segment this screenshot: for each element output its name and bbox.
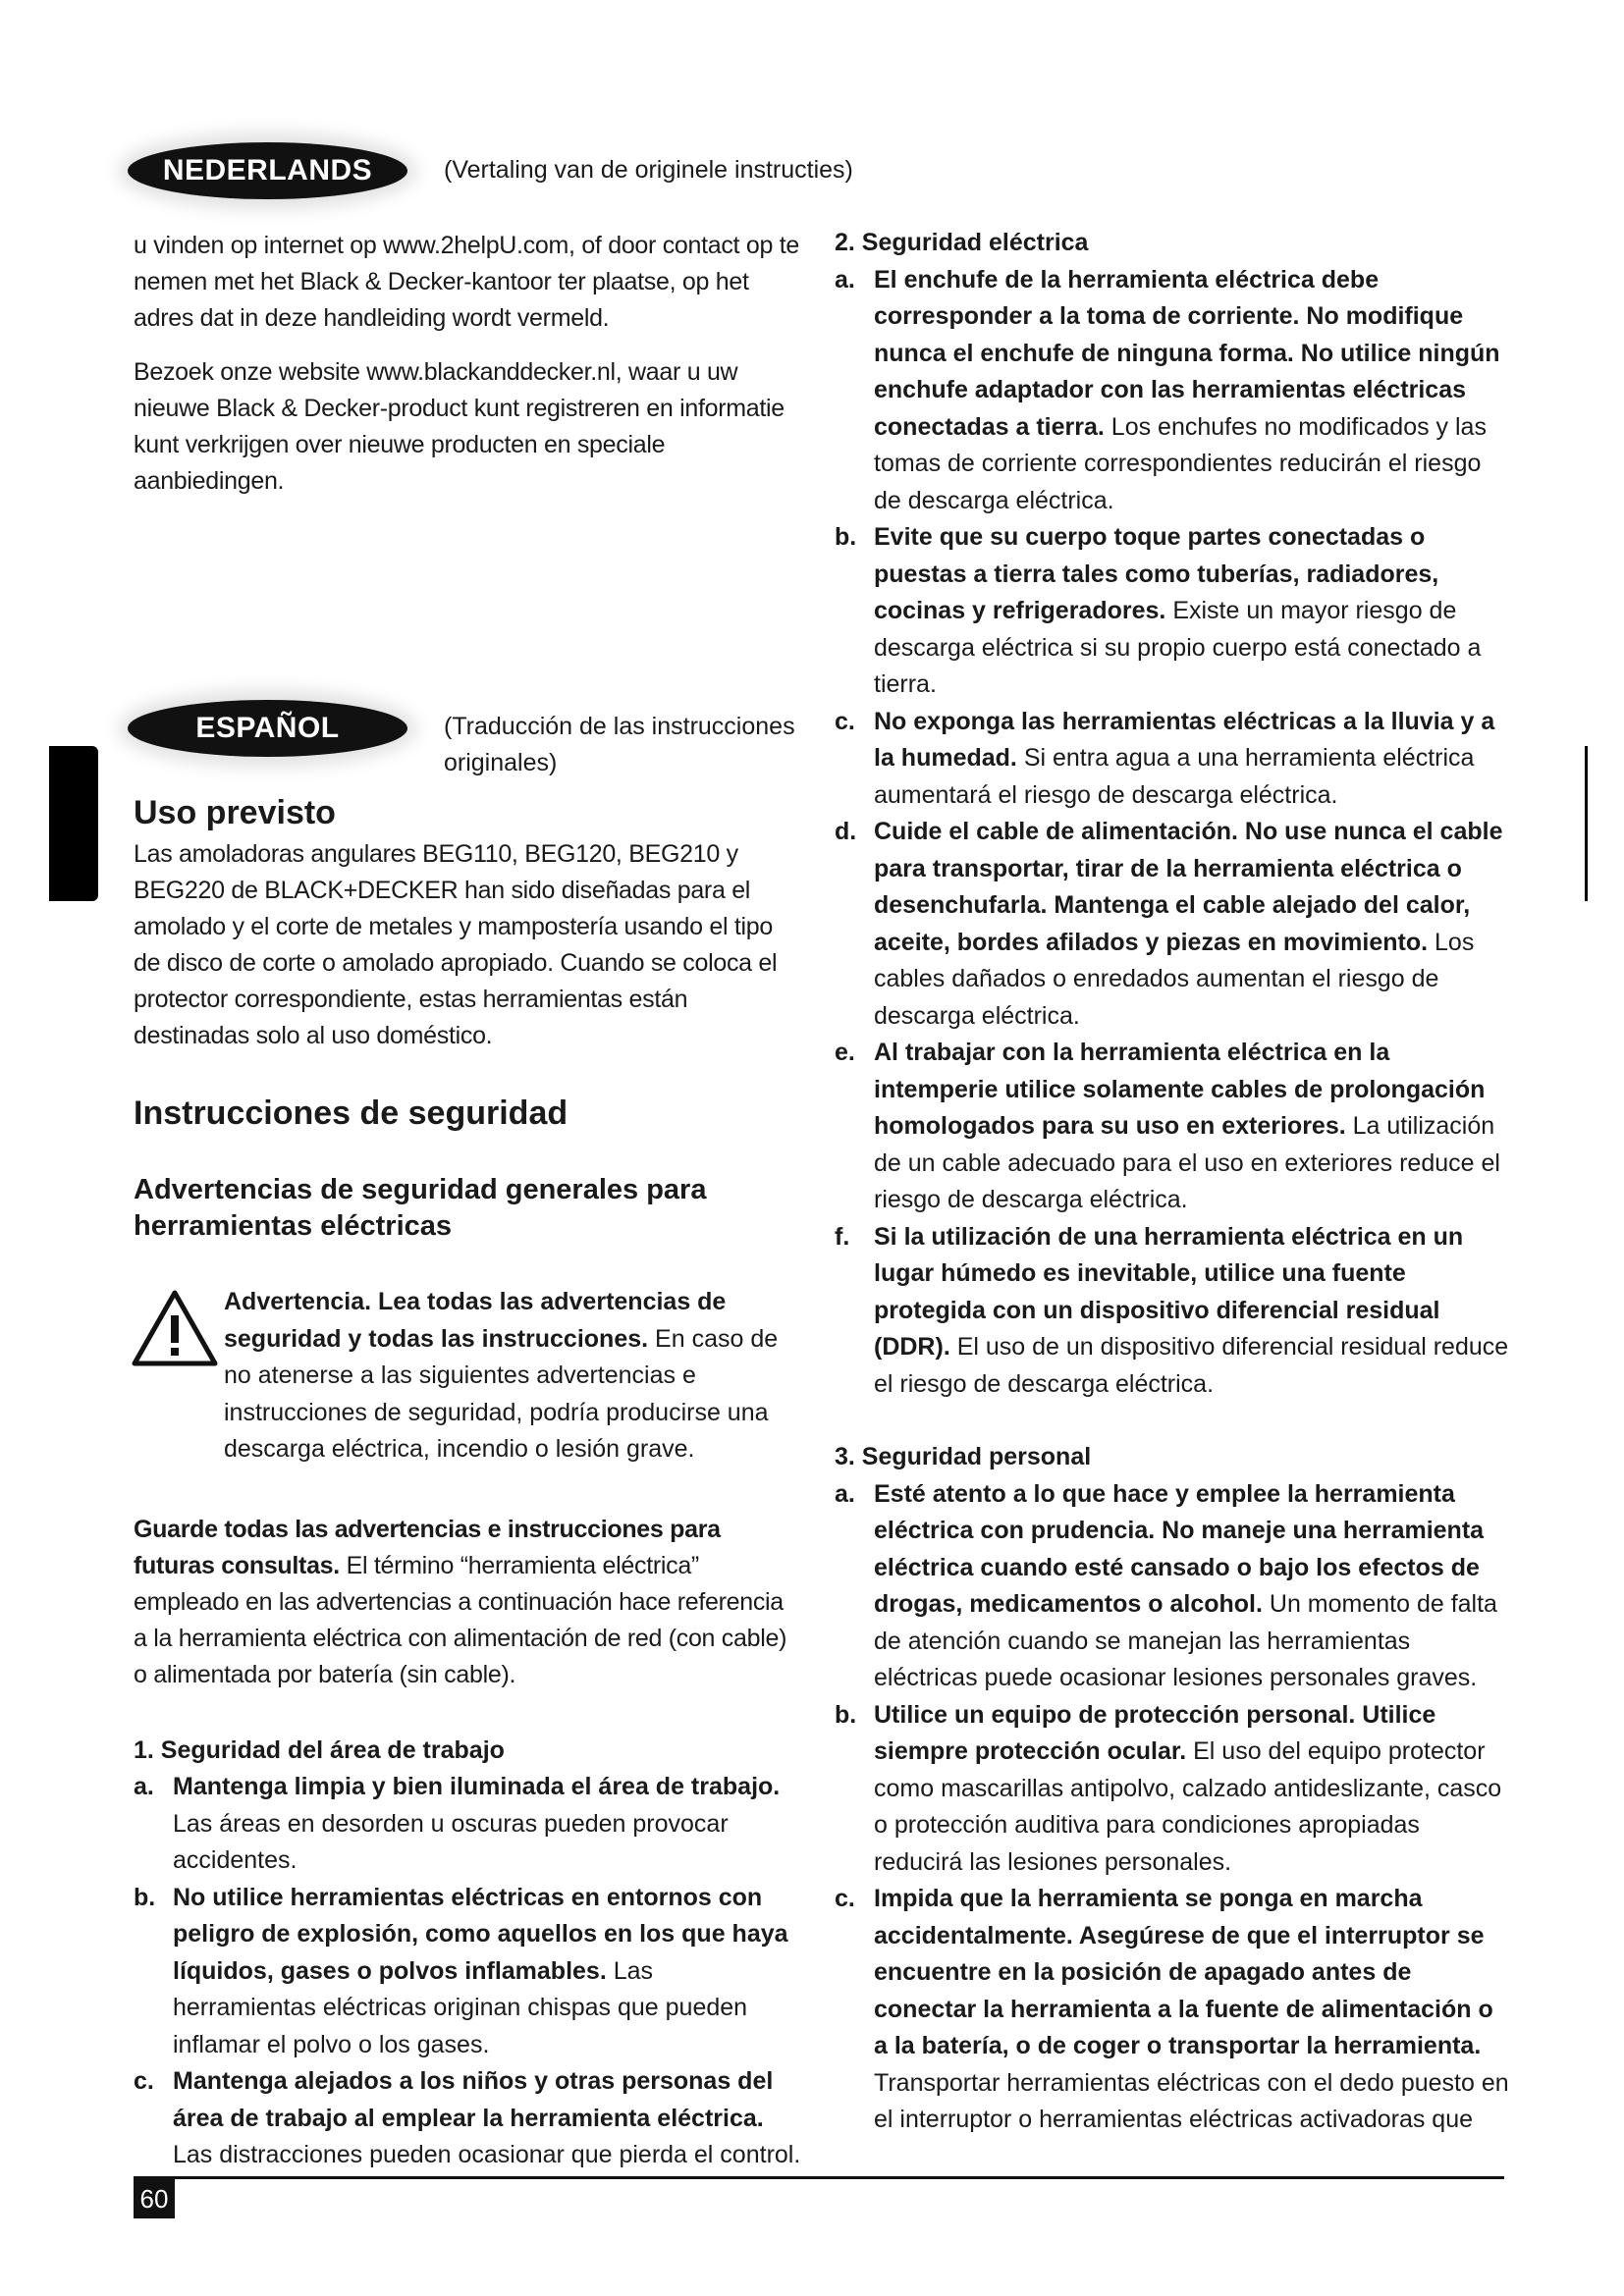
language-label: NEDERLANDS [162,154,373,187]
nl-paragraph: u vinden op internet op www.2helpU.com, of door contact op te nemen met het Black & Decker-kantoor ter plaatse, op het adres dat in deze handleiding wordt vermeld. [134,232,799,332]
list-marker: c. [835,707,855,735]
list-s1 [134,1769,801,2174]
list-item [835,519,1512,704]
translation-note: (Vertaling van de originele instructies) [444,156,853,184]
warning-block [134,1284,801,1468]
item-text: Si entra agua a una herramienta eléctrica aumentará el riesgo de descarga eléctrica. [874,744,1475,809]
language-label: ESPAÑOL [195,712,340,744]
list-item [835,1476,1512,1697]
list-marker: d. [835,818,857,845]
item-bold: Si la utilización de una herramienta eléctrica en un lugar húmedo es inevitable, utilice una fuente protegida con un dispositivo diferencial residual (DDR). [874,1222,1464,1361]
list-item [134,1880,801,2064]
item-text: El uso del equipo protector como mascarillas antipolvo, calzado antideslizante, casco o protección auditiva para condiciones apropiadas reducirá las lesiones personales. [874,1737,1502,1876]
list-marker: a. [134,1773,154,1800]
item-text: El uso de un dispositivo diferencial residual reduce el riesgo de descarga eléctrica. [874,1333,1509,1398]
list-item [835,1881,1512,2139]
item-bold: Mantenga limpia y bien iluminada el área de trabajo. [173,1773,781,1800]
item-text: Las herramientas eléctricas originan chispas que pueden inflamar el polvo o los gases. [173,1956,748,2058]
uso-paragraph: Las amoladoras angulares BEG110, BEG120, BEG210 y BEG220 de BLACK+DECKER han sido diseñadas para el amolado y el corte de metales y mampostería usando el tipo de disco de corte o amolado apropiado. Cuando se coloca el protector correspondiente, estas herramientas están destinadas solo al uso doméstico. [134,840,778,1049]
item-bold: Esté atento a lo que hace y emplee la herramienta eléctrica con prudencia. No maneje una herramienta eléctrica cuando esté cansado o bajo los efectos de drogas, medicamentos o alcohol. [874,1479,1485,1618]
item-bold: No utilice herramientas eléctricas en entornos con peligro de explosión, como aquellos en los que haya líquidos, gases o polvos inflamables. [173,1883,788,1985]
language-badge-nl [128,142,407,199]
language-badge-es [128,700,407,757]
list-item [134,1769,801,1880]
list-marker: a. [835,265,855,294]
item-text: La utilización de un cable adecuado para el uso en exteriores reduce el riesgo de descarga eléctrica. [874,1112,1500,1213]
footer-rule [134,2176,1504,2179]
nl-paragraph: Bezoek onze website www.blackanddecker.nl, waar u uw nieuwe Black & Decker-product kunt registreren en informatie kunt verkrijgen over nieuwe producten en speciale aanbiedingen. [134,358,785,495]
section-heading-2: 2. Seguridad eléctrica [835,229,1089,256]
list-item [835,1035,1512,1219]
section-heading-3: 3. Seguridad personal [835,1443,1092,1470]
translation-note: (Traducción de las instrucciones originales) [444,713,795,776]
section-title-seguridad: Instrucciones de seguridad [134,1095,568,1132]
item-text: Un momento de falta de atención cuando se manejan las herramientas eléctricas puede ocasionar lesiones personales graves. [874,1590,1497,1691]
item-bold: Al trabajar con la herramienta eléctrica en la intemperie utilice solamente cables de prolongación homologados para su uso en exteriores. [874,1039,1486,1140]
item-bold: El enchufe de la herramienta eléctrica debe corresponder a la toma de corriente. No modifique nunca el enchufe de ninguna forma. No utilice ningún enchufe adaptador con las herramientas eléctricas conectadas a tierra. [874,265,1500,441]
section-tab-marker [49,746,98,901]
list-marker: b. [835,523,857,551]
list-marker: a. [835,1479,855,1508]
item-bold: Evite que su cuerpo toque partes conectadas o puestas a tierra tales como tuberías, radiadores, cocinas y refrigeradores. [874,523,1439,624]
warning-bold: Advertencia. Lea todas las advertencias de seguridad y todas las instrucciones. [224,1288,727,1353]
edge-marker [1585,746,1588,901]
item-bold: Mantenga alejados a los niños y otras personas del área de trabajo al emplear la herramienta eléctrica. [173,2067,774,2132]
subsection-title-advertencias: Advertencias de seguridad generales para herramientas eléctricas [134,1174,707,1242]
list-marker: e. [835,1039,855,1066]
list-item [134,2063,801,2174]
list-item [835,1697,1512,1882]
list-item [835,704,1512,815]
section-heading-1: 1. Seguridad del área de trabajo [134,1735,505,1764]
list-item [835,1219,1512,1404]
guarde-text: El término “herramienta eléctrica” empleado en las advertencias a continuación hace referencia a la herramienta eléctrica con alimentación de red (con cable) o alimentada por batería (sin cable). [134,1551,787,1688]
item-bold: No exponga las herramientas eléctricas a la lluvia y a la humedad. [874,707,1495,772]
guarde-paragraph [134,1512,801,1693]
item-bold: Impida que la herramienta se ponga en marcha accidentalmente. Asegúrese de que el interruptor se encuentre en la posición de apagado antes de conectar la herramienta a la fuente de alimentación o a la batería, o de coger o transportar la herramienta. [874,1885,1493,2059]
right-column [835,225,1512,2139]
page-number-box [134,2179,175,2218]
list-item [835,262,1512,520]
list-marker: b. [835,1700,857,1729]
item-text: Existe un mayor riesgo de descarga eléctrica si su propio cuerpo está conectado a tierra. [874,597,1482,698]
nl-section [134,228,801,500]
list-marker: b. [134,1883,156,1911]
item-text: Transportar herramientas eléctricas con el dedo puesto en el interruptor o herramientas eléctricas activadoras que [874,2068,1509,2133]
list-s3 [835,1476,1512,2139]
list-marker: c. [835,1885,855,1912]
list-marker: f. [835,1222,850,1251]
guarde-bold: Guarde todas las advertencias e instrucciones para futuras consultas. [134,1515,721,1579]
left-column [134,793,801,2174]
warning-text: En caso de no atenerse a las siguientes advertencias e instrucciones de seguridad, podría producirse una descarga eléctrica, incendio o lesión grave. [224,1324,779,1463]
item-text: Las áreas en desorden u oscuras pueden provocar accidentes. [173,1809,729,1874]
item-text: Los enchufes no modificados y las tomas de corriente correspondientes reducirán el riesgo de descarga eléctrica. [874,412,1487,514]
list-s2 [835,262,1512,1404]
item-bold: Utilice un equipo de protección personal. Utilice siempre protección ocular. [874,1700,1436,1765]
item-text: Las distracciones pueden ocasionar que pierda el control. [173,2141,801,2168]
page-number: 60 [139,2183,169,2214]
item-bold: Cuide el cable de alimentación. No use nunca el cable para transportar, tirar de la herramienta eléctrica o desenchufarla. Mantenga el cable alejado del calor, aceite, bordes afilados y piezas en movimiento. [874,818,1503,956]
section-title-uso: Uso previsto [134,794,336,831]
list-marker: c. [134,2067,154,2095]
item-text: Los cables dañados o enredados aumentan el riesgo de descarga eléctrica. [874,928,1475,1030]
list-item [835,814,1512,1035]
warning-triangle-icon [132,1290,218,1366]
